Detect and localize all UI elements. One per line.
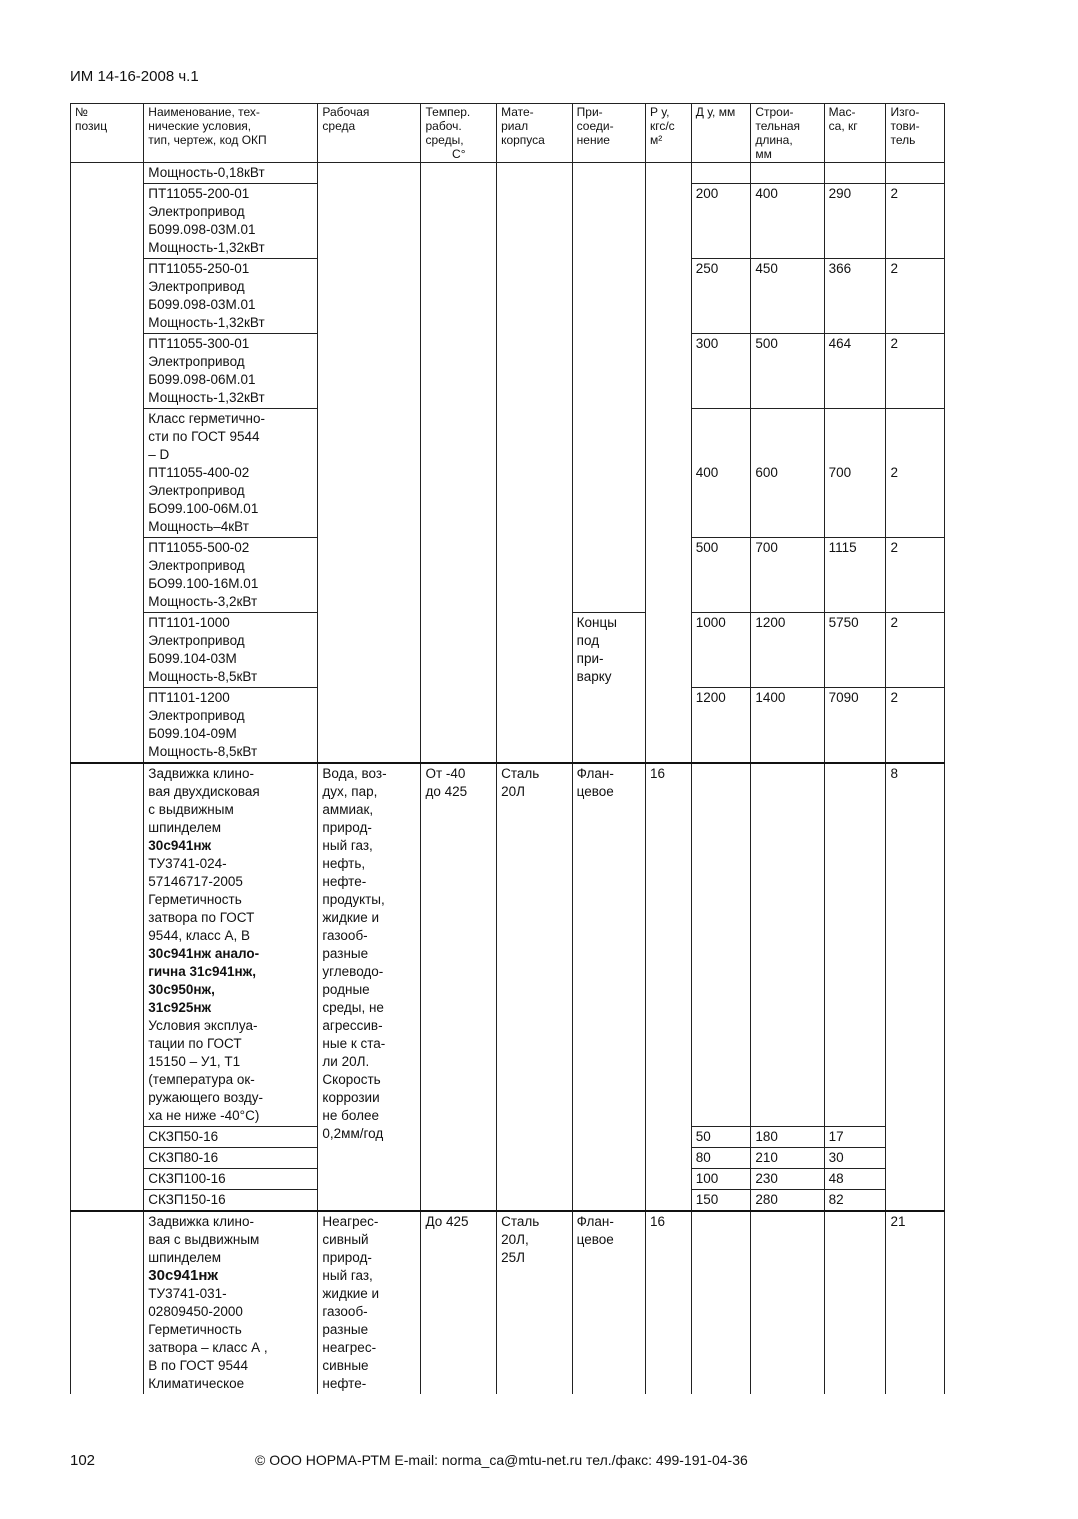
name-cell: ПТ1101-1200 Электропривод Б099.104-09М Мощность-8,5кВт: [144, 688, 318, 764]
d-cell: 150: [691, 1190, 751, 1212]
mfr-cell: 2: [886, 409, 945, 538]
env-cell: Неагрес- сивный природ- ный газ, жидкие и газооб- разные неагрес- сивные нефте-: [318, 1211, 421, 1394]
mfr-cell: 2: [886, 259, 945, 334]
mfr-cell: 8: [886, 763, 945, 1211]
header-name: Наименование, тех- нические условия, тип, чертеж, код ОКП: [144, 104, 318, 163]
len-cell: 1200: [751, 613, 824, 688]
mfr-cell: [886, 163, 945, 184]
d-cell: 80: [691, 1148, 751, 1169]
len-cell: 600: [751, 409, 824, 538]
name-cell: СКЗП150-16: [144, 1190, 318, 1212]
mass-cell: 17: [824, 1127, 886, 1148]
mass-cell: 366: [824, 259, 886, 334]
len-cell: 450: [751, 259, 824, 334]
mass-cell: 48: [824, 1169, 886, 1190]
mfr-cell: 2: [886, 613, 945, 688]
header-mfr: Изго- тови- тель: [886, 104, 945, 163]
header-len: Строи- тельная длина, мм: [751, 104, 824, 163]
name-cell: СКЗП50-16: [144, 1127, 318, 1148]
name-cell: СКЗП80-16: [144, 1148, 318, 1169]
header-mat: Мате- риал корпуса: [497, 104, 573, 163]
name-cell: ПТ11055-500-02 Электропривод БО99.100-16М.01 Мощность-3,2кВт: [144, 538, 318, 613]
mat-cell: Сталь 20Л, 25Л: [497, 1211, 573, 1394]
position-cell: [71, 763, 144, 1211]
name-cell: Класс герметично- сти по ГОСТ 9544 – D ПТ11055-400-02 Электропривод БО99.100-06М.01 Мощность–4кВт: [144, 409, 318, 538]
copyright-line: © ООО НОРМА-РТМ E-mail: norma_ca@mtu-net.ru тел./факс: 499-191-04-36: [255, 1452, 748, 1468]
table-row: [71, 1211, 945, 1394]
d-cell: 1200: [691, 688, 751, 764]
d-cell: 1000: [691, 613, 751, 688]
mass-cell: 290: [824, 184, 886, 259]
temp-cell: До 425: [421, 1211, 497, 1394]
header-mass: Мас- са, кг: [824, 104, 886, 163]
header-d: Д у, мм: [691, 104, 751, 163]
name-cell: Задвижка клино- вая двухдисковая с выдвижным шпинделем 30с941нж ТУ3741-024- 57146717-2005 Герметичность затвора по ГОСТ 9544, класс А, В 30с941нж анало- гична 31с941нж, 30с950нж, 31с925нж Условия эксплуа- тации по ГОСТ 15150 – У1, Т1 (температура ок- ружающего возду- ха не ниже -40°С): [144, 763, 318, 1127]
mass-cell: [824, 763, 886, 1127]
len-cell: 400: [751, 184, 824, 259]
d-cell: 200: [691, 184, 751, 259]
mat-cell: Сталь 20Л: [497, 763, 573, 1211]
name-cell: Задвижка клино- вая с выдвижным шпинделем 30с941нж ТУ3741-031- 02809450-2000 Герметичность затвора – класс А , В по ГОСТ 9544 Климатическое: [144, 1211, 318, 1394]
len-cell: 230: [751, 1169, 824, 1190]
p-cell: 16: [645, 763, 691, 1211]
len-cell: 700: [751, 538, 824, 613]
mfr-cell: 2: [886, 334, 945, 409]
mass-cell: 5750: [824, 613, 886, 688]
header-conn: При- соеди- нение: [572, 104, 645, 163]
len-cell: 1400: [751, 688, 824, 764]
d-cell: 250: [691, 259, 751, 334]
conn-cell: [572, 163, 645, 613]
header-num: № позиц: [71, 104, 144, 163]
mass-cell: [824, 1211, 886, 1394]
len-cell: [751, 1211, 824, 1394]
name-cell: СКЗП100-16: [144, 1169, 318, 1190]
mass-cell: [824, 163, 886, 184]
conn-cell: Концы под при- варку: [572, 613, 645, 764]
name-cell: Мощность-0,18кВт: [144, 163, 318, 184]
len-cell: 500: [751, 334, 824, 409]
p-cell: [645, 163, 691, 764]
d-cell: 400: [691, 409, 751, 538]
name-cell: ПТ11055-200-01 Электропривод Б099.098-03М.01 Мощность-1,32кВт: [144, 184, 318, 259]
mass-cell: 1115: [824, 538, 886, 613]
len-cell: [751, 763, 824, 1127]
header-temp: Темпер. рабоч. среды, С°: [421, 104, 497, 163]
d-cell: [691, 163, 751, 184]
d-cell: [691, 763, 751, 1127]
conn-cell: Флан- цевое: [572, 763, 645, 1211]
document-code: ИМ 14-16-2008 ч.1: [70, 68, 199, 85]
table-row: [71, 763, 945, 1127]
mfr-cell: 21: [886, 1211, 945, 1394]
spec-table: [70, 103, 945, 1394]
d-cell: 300: [691, 334, 751, 409]
len-cell: 180: [751, 1127, 824, 1148]
mat-cell: [497, 163, 573, 764]
len-cell: [751, 163, 824, 184]
mass-cell: 30: [824, 1148, 886, 1169]
position-cell: [71, 163, 144, 764]
page-number: 102: [70, 1452, 96, 1469]
header-row: [71, 104, 945, 163]
env-cell: Вода, воз- дух, пар, аммиак, природ- ный газ, нефть, нефте- продукты, жидкие и газооб- разные углеводо- родные среды, не агрессив- ные к ста- ли 20Л. Скорость коррозии не более 0,2мм/год: [318, 763, 421, 1211]
mass-cell: 82: [824, 1190, 886, 1212]
name-cell: ПТ11055-250-01 Электропривод Б099.098-03М.01 Мощность-1,32кВт: [144, 259, 318, 334]
temp-cell: [421, 163, 497, 764]
mass-cell: 464: [824, 334, 886, 409]
name-cell: ПТ11055-300-01 Электропривод Б099.098-06М.01 Мощность-1,32кВт: [144, 334, 318, 409]
mass-cell: 700: [824, 409, 886, 538]
len-cell: 210: [751, 1148, 824, 1169]
name-cell: ПТ1101-1000 Электропривод Б099.104-03М Мощность-8,5кВт: [144, 613, 318, 688]
mfr-cell: 2: [886, 184, 945, 259]
temp-cell: От -40 до 425: [421, 763, 497, 1211]
env-cell: [318, 163, 421, 764]
conn-cell: Флан- цевое: [572, 1211, 645, 1394]
d-cell: 100: [691, 1169, 751, 1190]
mass-cell: 7090: [824, 688, 886, 764]
d-cell: 500: [691, 538, 751, 613]
header-env: Рабочая среда: [318, 104, 421, 163]
d-cell: [691, 1211, 751, 1394]
mfr-cell: 2: [886, 688, 945, 764]
p-cell: 16: [645, 1211, 691, 1394]
position-cell: [71, 1211, 144, 1394]
header-p: Р у, кгс/с м²: [645, 104, 691, 163]
d-cell: 50: [691, 1127, 751, 1148]
mfr-cell: 2: [886, 538, 945, 613]
table-row: [71, 163, 945, 184]
len-cell: 280: [751, 1190, 824, 1212]
